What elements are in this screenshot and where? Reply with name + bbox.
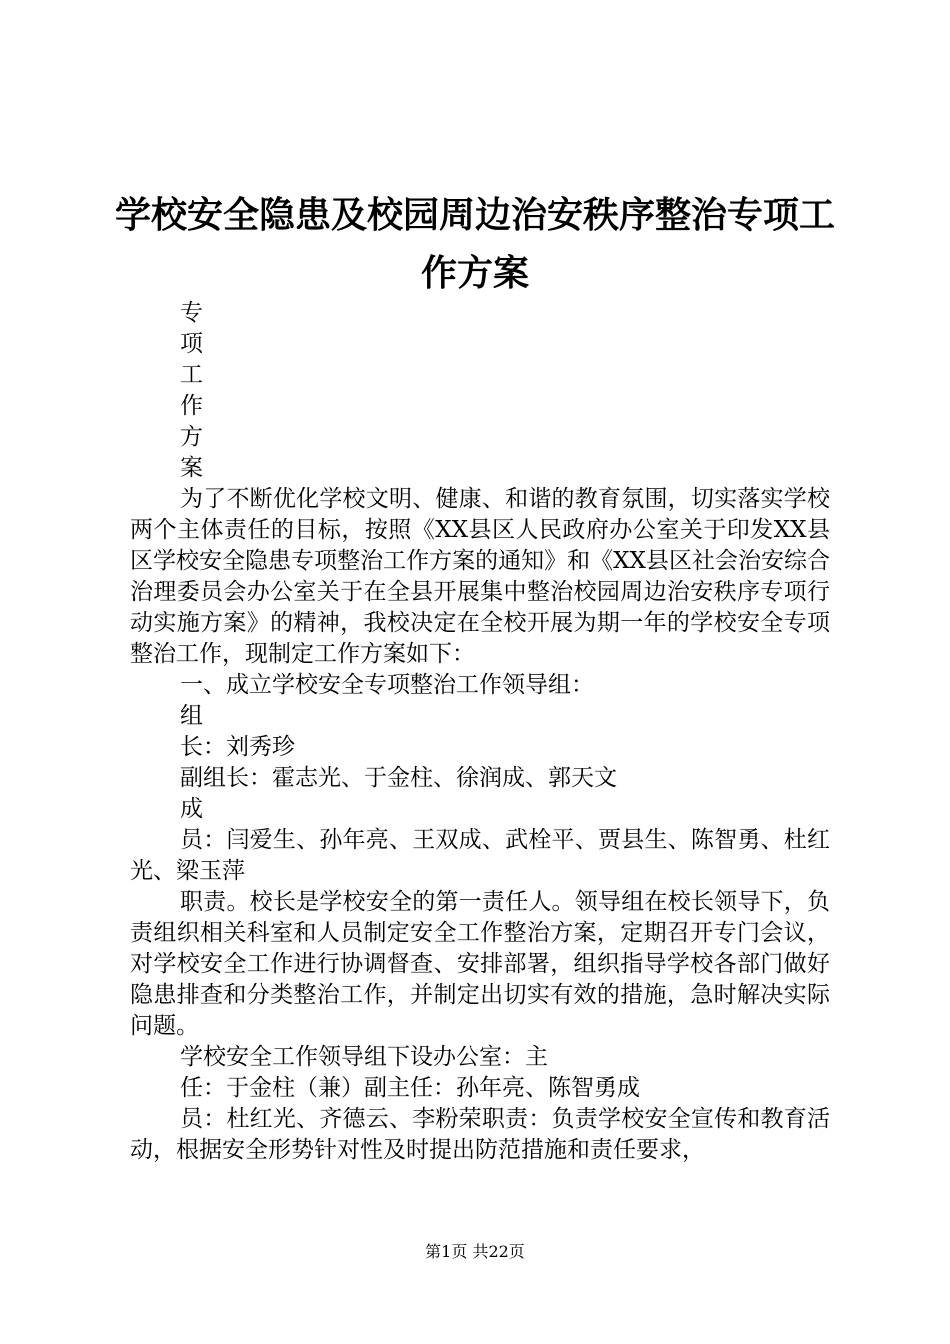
vertical-heading-char: 案 — [180, 455, 203, 481]
title-line-1: 学校安全隐患及校园周边治安秩序整治专项工 — [114, 194, 835, 236]
vertical-heading-char: 工 — [180, 362, 203, 388]
vertical-heading — [130, 298, 210, 484]
vertical-heading-char: 作 — [180, 393, 203, 419]
office-director-line: 任：于金柱（兼）副主任：孙年亮、陈智勇成 — [180, 1075, 640, 1101]
vertical-heading-char: 方 — [180, 424, 203, 450]
duties-paragraph: 职责。校长是学校安全的第一责任人。领导组在校长领导下，负责组织相关科室和人员制定安全工作整治方案，定期召开专门会议，对学校安全工作进行协调督查、安排部署，组织指导学校各部门做好隐患排查和分类整治工作，并制定出切实有效的措施，急时解决实际问题。 — [130, 889, 830, 1039]
office-members-paragraph: 员：杜红光、齐德云、李粉荣职责：负责学校安全宣传和教育活动，根据安全形势针对性及时提出防范措施和责任要求， — [130, 1106, 830, 1163]
intro-paragraph: 为了不断优化学校文明、健康、和谐的教育氛围，切实落实学校两个主体责任的目标，按照《XX县区人民政府办公室关于印发XX县区学校安全隐患专项整治工作方案的通知》和《XX县区社会治安综合治理委员会办公室关于在全县开展集中整治校园周边治安秩序专项行动实施方案》的精神，我校决定在全校开展为期一年的学校安全专项整治工作，现制定工作方案如下： — [130, 486, 830, 667]
leader-line: 长：刘秀珍 — [180, 734, 295, 760]
title-line-2: 作方案 — [420, 252, 529, 294]
document-body — [130, 298, 830, 1166]
leader-label-part: 组 — [180, 703, 203, 729]
section-heading: 一、成立学校安全专项整治工作领导组： — [180, 672, 594, 698]
vertical-heading-char: 项 — [180, 331, 203, 357]
members-line: 员：闫爱生、孙年亮、王双成、武栓平、贾县生、陈智勇、杜红光、梁玉萍 — [130, 827, 830, 884]
page-footer: 第1页 共22页 — [425, 1242, 525, 1261]
vertical-heading-char: 专 — [180, 300, 203, 326]
document-title — [110, 186, 840, 302]
deputy-leader-line: 副组长：霍志光、于金柱、徐润成、郭天文 — [180, 765, 617, 791]
office-heading: 学校安全工作领导组下设办公室：主 — [180, 1044, 548, 1070]
members-label-part: 成 — [180, 796, 203, 822]
